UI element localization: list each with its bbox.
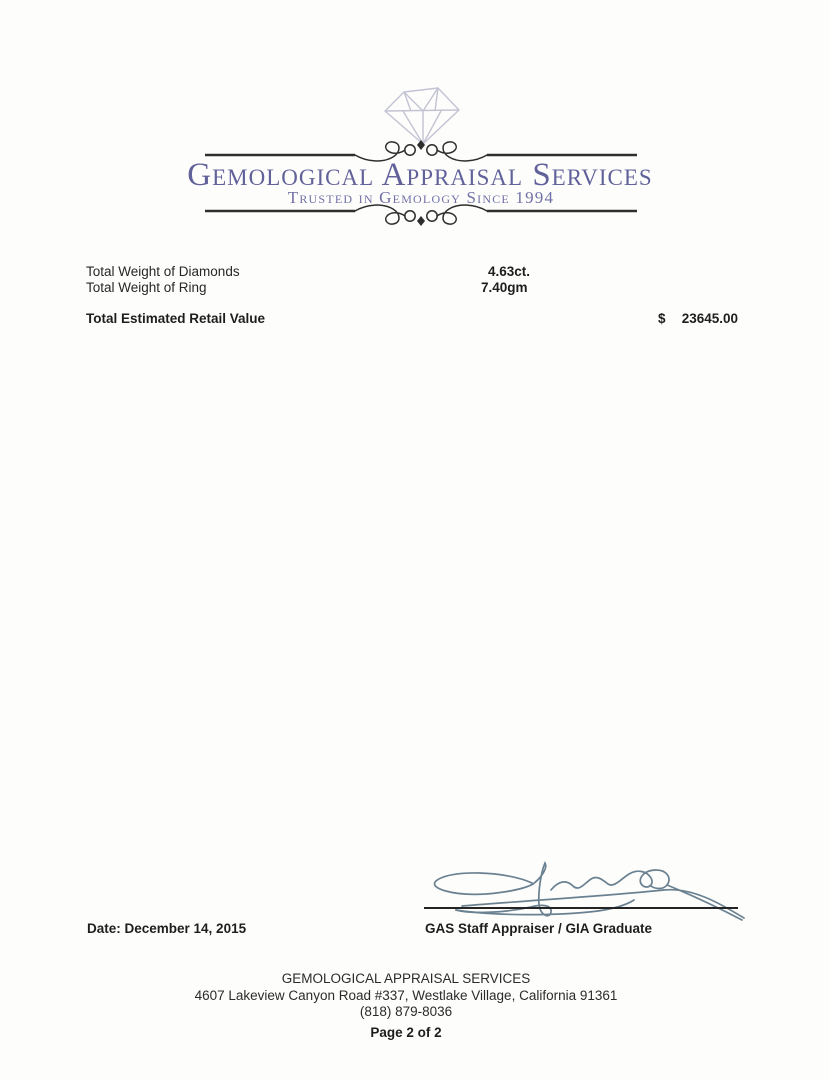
total-retail-value-label: Total Estimated Retail Value [86, 311, 266, 326]
signer-title: GAS Staff Appraiser / GIA Graduate [425, 921, 653, 936]
total-retail-value-amount [658, 311, 738, 327]
footer-address: 4607 Lakeview Canyon Road #337, Westlake Village, California 91361 [194, 987, 618, 1003]
weight-diamonds-value: 4.63ct. [488, 264, 531, 279]
signature-line [424, 907, 738, 909]
handwritten-signature [426, 856, 746, 928]
page-indicator: Page 2 of 2 [370, 1024, 442, 1040]
date-line: Date: December 14, 2015 [87, 921, 247, 936]
diamond-logo-icon [381, 84, 463, 146]
currency-symbol: $ [658, 311, 666, 326]
bottom-rule-flourish-ornament [205, 195, 637, 227]
amount-value: 23645.00 [681, 311, 738, 326]
footer-company-name: GEMOLOGICAL APPRAISAL SERVICES [281, 971, 531, 986]
logo-company-name: Gemological Appraisal Services [187, 157, 653, 193]
document-footer [0, 971, 812, 1041]
footer-phone: (818) 879-8036 [359, 1004, 453, 1019]
weight-ring-value: 7.40gm [481, 280, 528, 295]
weight-ring-label: Total Weight of Ring [86, 280, 207, 295]
weight-diamonds-label: Total Weight of Diamonds [86, 264, 240, 279]
logo-tagline: Trusted in Gemology Since 1994 [287, 188, 555, 207]
